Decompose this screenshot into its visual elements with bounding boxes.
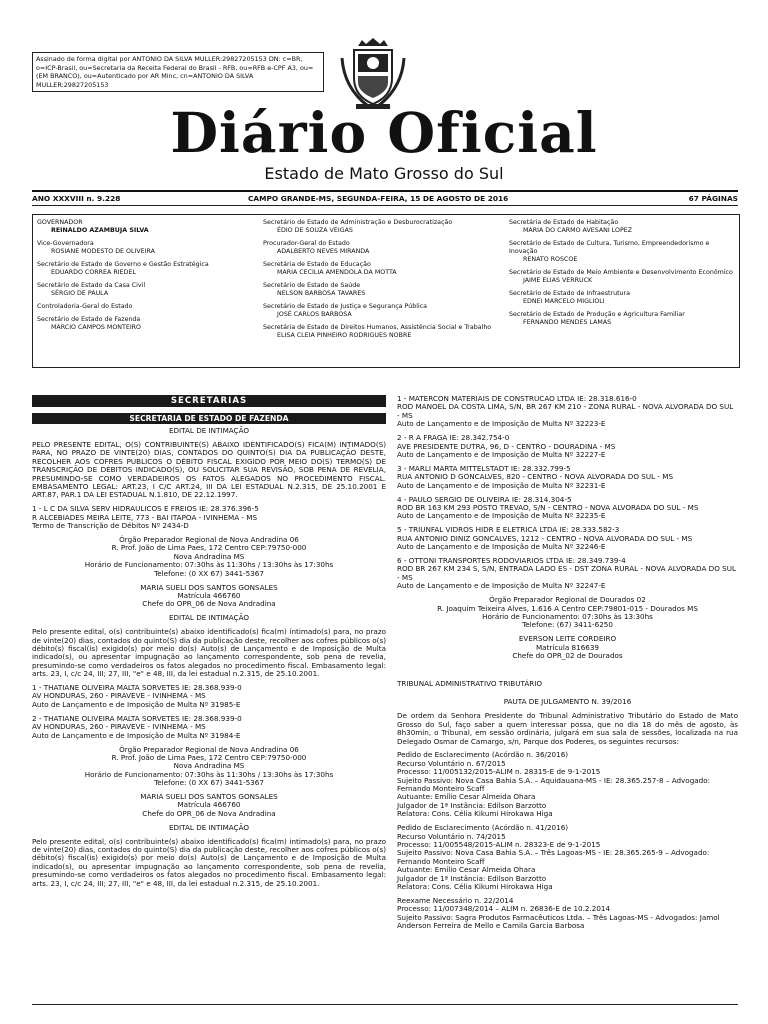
official-name: NELSON BARBOSA TAVARES: [277, 290, 366, 298]
directory-entry: [37, 261, 257, 277]
subsection-header: SECRETARIA DE ESTADO DE FAZENDA: [32, 413, 386, 424]
government-directory: [32, 214, 740, 368]
entry-line: 6 - OTTONI TRANSPORTES RODOVIARIOS LTDA IE: 28.349.739-4: [397, 556, 626, 565]
case-line: Reexame Necessário n. 22/2014: [397, 895, 514, 905]
case-line: Recurso Voluntário n. 67/2015: [397, 758, 506, 768]
entry-line: 2 - THATIANE OLIVEIRA MALTA SORVETES IE: 28.368.939-0: [32, 713, 242, 723]
case-line: Recurso Voluntário n. 74/2015: [397, 831, 506, 841]
official-role: Secretária de Estado de Direitos Humanos, Assistência Social e Trabalho: [263, 324, 492, 331]
case-line: Relatora: Cons. Célia Kikumi Hirokawa Higa: [397, 809, 553, 819]
official-name: JAIME ELIAS VERRUCK: [523, 277, 593, 285]
office-line: R. Prof. João de Lima Paes, 172 Centro CEP:79750-000: [111, 543, 307, 553]
office-line: R. Joaquim Teixeira Alves, 1.616 A Centro CEP:79801-015 - Dourados MS: [437, 603, 698, 613]
directory-entry: [263, 282, 503, 298]
office-block: [32, 746, 386, 788]
office-line: Órgão Preparador Regional de Nova Andradina 06: [119, 744, 299, 754]
notice-entry: [32, 505, 386, 530]
case-line: Processo: 11/007348/2014 – ALIM n. 26836-E de 10.2.2014: [397, 904, 611, 914]
case-line: Sujeito Passivo: Nova Casa Bahia S.A. – Três Lagoas-MS - IE: 28.365.265-9 – Advogado: Fernando Monteiro Scaff: [397, 848, 710, 866]
entry-line: ROD BR 267 KM 234 S, S/N, ENTRADA LADO ES - DST ZONA RURAL - NOVA ALVORADA DO SUL - MS: [397, 564, 736, 582]
entry-line: 3 - MARLI MARTA MITTELSTADT IE: 28.332.799-5: [397, 463, 571, 473]
case-entry: [397, 897, 738, 931]
issue-number: ANO XXXVIII n. 9.228: [32, 194, 121, 203]
case-line: Relatora: Cons. Célia Kikumi Hirokawa Higa: [397, 882, 553, 891]
entry-line: Auto de Lançamento e de Imposição de Multa Nº 32223-E: [397, 419, 606, 429]
notice-entry: [397, 557, 738, 591]
notice-entry: [32, 684, 386, 709]
entry-line: AV HONDURAS, 260 - PIRAVEVE - IVINHEMA - MS: [32, 722, 206, 732]
edital-title: EDITAL DE INTIMAÇÃO: [168, 613, 250, 623]
directory-entry: [37, 282, 257, 298]
directory-column-3: [509, 219, 735, 332]
entry-line: Auto de Lançamento e de Imposição de Multa Nº 32247-E: [397, 581, 606, 591]
entry-line: 2 - R A FRAGA IE: 28.342.754-0: [397, 433, 510, 443]
case-entry: [397, 824, 738, 891]
case-line: Julgador de 1ª Instância: Edilson Barzotto: [397, 873, 547, 883]
office-line: Nova Andradina MS: [173, 551, 245, 561]
office-line: Nova Andradina MS: [173, 761, 245, 771]
office-line: Telefone: (0 XX 67) 3441-5367: [154, 568, 264, 578]
signer-registration: Matrícula 816639: [535, 642, 599, 652]
case-line: Autuante: Emílio Cesar Almeida Ohara: [397, 792, 536, 802]
directory-entry: [37, 316, 257, 332]
edital-title: EDITAL DE INTIMAÇÃO: [168, 822, 250, 832]
official-name: ADALBERTO NEVES MIRANDA: [277, 248, 370, 256]
entry-line: Auto de Lançamento e de Imposição de Multa Nº 31984-E: [32, 730, 241, 740]
signer-registration: Matrícula 466760: [177, 800, 241, 810]
signer-registration: Matrícula 466760: [177, 590, 241, 600]
official-name: ELISA CLEIA PINHEIRO RODRIGUES NOBRE: [277, 332, 412, 340]
official-name: ROSIANE MODESTO DE OLIVEIRA: [51, 248, 155, 256]
divider: [32, 205, 738, 206]
divider: [32, 190, 738, 192]
directory-entry: [509, 290, 735, 306]
notice-entry: [397, 434, 738, 459]
official-name: MARIA CECILIA AMENDOLA DA MOTTA: [277, 269, 397, 277]
directory-entry: [37, 303, 257, 311]
left-column: [32, 395, 386, 894]
notice-entry: [397, 526, 738, 551]
case-line: Processo: 11/005548/2015-ALIM n. 28323-E de 9-1-2015: [397, 839, 601, 849]
official-name: REINALDO AZAMBUJA SILVA: [51, 227, 149, 235]
office-line: Órgão Preparador Regional de Nova Andradina 06: [119, 534, 299, 544]
official-role: Vice-Governadora: [37, 240, 94, 247]
official-role: Secretária de Estado de Habitação: [509, 219, 619, 226]
notice-entry: [32, 715, 386, 740]
official-role: Secretário de Estado de Produção e Agricultura Familiar: [509, 311, 685, 319]
entry-line: 1 - THATIANE OLIVEIRA MALTA SORVETES IE: 28.368.939-0: [32, 683, 242, 693]
office-line: R. Prof. João de Lima Paes, 172 Centro CEP:79750-000: [111, 752, 307, 762]
digital-signature-box: Assinado de forma digital por ANTONIO DA SILVA MULLER:29827205153 DN: c=BR, o=ICP-Brasil, ou=Secretaria da Receita Federal do Brasil - RFB, ou=RFB e-CPF A3, ou=(EM BRANCO), ou=Autenticado por AR Minc, cn=ANTONIO DA SILVA MULLER:29827205153: [32, 52, 324, 92]
official-role: Secretário de Estado de Fazenda: [37, 315, 141, 323]
entry-line: Auto de Lançamento e de Imposição de Multa Nº 31985-E: [32, 699, 241, 709]
tribunal-heading: TRIBUNAL ADMINISTRATIVO TRIBUTÁRIO: [397, 678, 543, 688]
case-line: Sujeito Passivo: Sagra Produtos Farmacêuticos Ltda. – Três Lagoas-MS - Advogados: Jamol Anderson Ferreira de Mello e Camila Garcia Barbosa: [397, 912, 720, 931]
official-role: Secretário de Estado de Governo e Gestão Estratégica: [37, 261, 209, 268]
entry-line: 5 - TRIUNFAL VIDROS HIDR E ELETRICA LTDA IE: 28.333.582-3: [397, 525, 620, 535]
case-line: Sujeito Passivo: Nova Casa Bahia S.A. – Aquidauana-MS - IE: 28.365.257-8 – Advogado: Fernando Monteiro Scaff: [397, 775, 711, 794]
directory-column-2: [263, 219, 503, 345]
notice-entry: [397, 465, 738, 490]
notice-entry: [397, 395, 738, 429]
page-count: 67 PÁGINAS: [688, 194, 738, 203]
entry-line: Auto de Lançamento e de Imposição de Multa Nº 32246-E: [397, 542, 606, 552]
directory-entry: [263, 219, 503, 235]
entry-line: 4 - PAULO SERGIO DE OLIVEIRA IE: 28.314.304-5: [397, 494, 572, 504]
case-entry: [397, 751, 738, 818]
pauta-title: PAUTA DE JULGAMENTO N. 39/2016: [503, 697, 632, 707]
directory-entry: [509, 311, 735, 327]
place-date: CAMPO GRANDE-MS, SEGUNDA-FEIRA, 15 DE AGOSTO DE 2016: [248, 194, 509, 203]
directory-entry: [509, 219, 735, 235]
office-line: Órgão Preparador Regional de Dourados 02: [489, 595, 646, 605]
directory-column-1: [37, 219, 257, 337]
entry-line: Termo de Transcrição de Débitos Nº 2434-D: [32, 521, 189, 531]
office-line: Horário de Funcionamento: 07:30hs às 11:30hs / 13:30hs às 17:30hs: [84, 560, 334, 570]
masthead-subtitle: Estado de Mato Grosso do Sul: [264, 164, 504, 183]
signer-role: Chefe do OPR_02 de Dourados: [512, 651, 623, 661]
official-name: MARIA DO CARMO AVESANI LOPEZ: [523, 227, 633, 235]
official-name: MARCIO CAMPOS MONTEIRO: [51, 324, 142, 331]
official-name: RENATO ROSCOE: [523, 256, 578, 264]
signer-name: MARIA SUELI DOS SANTOS GONSALES: [140, 582, 278, 592]
entry-line: Auto de Lançamento e de Imposição de Multa Nº 32227-E: [397, 449, 606, 459]
notice-entry: [397, 496, 738, 521]
pauta-body: De ordem da Senhora Presidente do Tribunal Administrativo Tributário do Estado de Mato Grosso do Sul, faço saber a quem interessar possa, que no dia 18 do mês de agosto, às 8h30min, o Tribunal, em sessão ordinária, julgará em sua sala de sessões, localizada na rua Delegado Osmar de Camargo, s/n, Parque dos Poderes, os seguintes recursos:: [397, 711, 738, 746]
entry-line: R ALCEBIADES MEIRA LEITE, 773 - BAI ITAPOA - IVINHEMA - MS: [32, 512, 258, 522]
office-line: Telefone: (67) 3411-6250: [522, 620, 613, 630]
official-name: ÉDIO DE SOUZA VEIGAS: [277, 227, 353, 235]
entry-line: 1 - MATERCON MATERIAIS DE CONSTRUCAO LTDA IE: 28.318.616-0: [397, 394, 637, 403]
signer-name: EVERSON LEITE CORDEIRO: [518, 634, 617, 644]
official-name: FERNANDO MENDES LAMAS: [523, 319, 612, 327]
official-role: Secretário de Estado de Infraestrutura: [509, 290, 630, 298]
directory-entry: [263, 303, 503, 319]
entry-line: ROD BR 163 KM 293 POSTO TREVAO, S/N - CENTRO - NOVA ALVORADA DO SUL - MS: [397, 502, 699, 512]
edital-title: EDITAL DE INTIMAÇÃO: [168, 426, 250, 435]
official-name: JOSÉ CARLOS BARBOSA: [277, 311, 352, 319]
right-column: [397, 395, 738, 936]
directory-entry: [263, 324, 503, 340]
case-line: Julgador de 1ª Instância: Edilson Barzotto: [397, 800, 547, 810]
official-role: Secretário de Estado de Meio Ambiente e Desenvolvimento Econômico: [509, 269, 733, 277]
official-role: Controladoria-Geral do Estado: [37, 303, 133, 310]
directory-entry: [37, 219, 257, 235]
office-line: Telefone: (0 XX 67) 3441-5367: [154, 778, 264, 788]
official-role: Secretário de Estado de Justiça e Segurança Pública: [263, 303, 428, 310]
official-role: Secretário de Estado da Casa Civil: [37, 282, 146, 289]
signer-name: MARIA SUELI DOS SANTOS GONSALES: [140, 792, 278, 802]
signer-role: Chefe do OPR_06 de Nova Andradina: [142, 599, 276, 609]
office-line: Horário de Funcionamento: 07:30hs às 13:30hs: [482, 611, 653, 621]
entry-line: RUA ANTONIO DINIZ GONCALVES, 1212 - CENTRO - NOVA ALVORADA DO SUL - MS: [397, 533, 693, 543]
right-entries: [397, 395, 738, 591]
directory-entry: [509, 269, 735, 285]
official-role: Procurador-Geral do Estado: [263, 240, 350, 247]
office-block: [32, 536, 386, 578]
signature-block: [397, 635, 738, 660]
official-name: SÉRGIO DE PAULA: [51, 290, 109, 298]
official-role: GOVERNADOR: [37, 219, 83, 226]
case-line: Pedido de Esclarecimento (Acórdão n. 36/2016): [397, 750, 569, 760]
case-line: Autuante: Emílio Cesar Almeida Ohara: [397, 865, 536, 875]
office-block: [397, 596, 738, 630]
case-line: Pedido de Esclarecimento (Acórdão n. 41/2016): [397, 823, 569, 833]
official-role: Secretário de Estado de Administração e Desburocratização: [263, 219, 453, 226]
official-role: Secretário de Estado de Cultura, Turismo, Empreendedorismo e Inovação: [509, 240, 710, 256]
official-role: Secretário de Estado de Saúde: [263, 282, 361, 289]
signature-block: [32, 584, 386, 609]
masthead-title: Diário Oficial: [170, 100, 598, 165]
entry-line: ROD MANOEL DA COSTA LIMA, S/N, BR 267 KM 210 - ZONA RURAL - NOVA ALVORADA DO SUL - MS: [397, 402, 734, 420]
section-header: SECRETARIAS: [32, 395, 386, 407]
entry-line: Auto de Lançamento e de Imposição de Multa Nº 32231-E: [397, 480, 606, 490]
case-line: Processo: 11/005132/2015-ALIM n. 28315-E de 9-1-2015: [397, 767, 601, 777]
entry-line: AV HONDURAS, 260 - PIRAVEVE - IVINHEMA - MS: [32, 691, 206, 701]
edital-body: PELO PRESENTE EDITAL, O(S) CONTRIBUINTE(S) ABAIXO IDENTIFICADO(S) FICA(M) INTIMADO(S) PARA, NO PRAZO DE VINTE(20) DIAS, CONTADOS DO QUINTO(S) DIA DA PUBLICAÇÃO DESTE, RECOLHER AOS COFRES PUBLICOS O DÉBITO FISCAL EXIGIDO POR MEIO DO(S) TERMO(S) DE TRANSCRIÇÃO DE DÉBITOS INDICADO(S), OU SOLICITAR SUA REVISÃO, SOB PENA DE REVELIA, PRESUMINDO-SE COMO VERDADEIROS OS FATOS ALEGADOS NO PROCEDIMENTO FISCAL. EMBASAMENTO LEGAL: ART.23, I C/C ART.24, III DA LEI ESTADUAL N.2.315, DE 25.10.2001 E ART.87, PAR.1 DA LEI ESTADUAL N.1.810, DE 22.12.1997.: [32, 439, 386, 500]
signature-block: [32, 793, 386, 818]
directory-entry: [263, 261, 503, 277]
directory-entry: [263, 240, 503, 256]
entry-line: AVE PRESIDENTE DUTRA, 96, D - CENTRO - DOURADINA - MS: [397, 441, 616, 451]
edital-body: Pelo presente edital, o(s) contribuinte(s) abaixo identificado(s) fica(m) intimado(s) para, no prazo de vinte(20) dias, contados do quinto(S) dia da publicação deste, recolher aos cofres públicos o(s) débito(s) fiscal(is) exigido(s) por meio do(s) Auto(s) de Lançamento e de Imposição de Multa indicado(s), ou apresentar impugnação ao lançamento correspondente, sob pena de revelia, presumindo-se como verdadeiros os fatos alegados no procedimento fiscal. Embasamento legal: arts. 23, I, c/c 24, III; 27, III, "e" e 48, III, da lei estadual n.2.315, de 25.10.2001.: [32, 627, 386, 679]
signer-role: Chefe do OPR_06 de Nova Andradina: [142, 808, 276, 818]
footer-divider: [32, 1004, 738, 1005]
entry-line: RUA ANTONIO D GONCALVES, 820 - CENTRO - NOVA ALVORADA DO SUL - MS: [397, 472, 674, 482]
entry-line: Auto de Lançamento e de Imposição de Multa Nº 32235-E: [397, 511, 606, 521]
entry-line: 1 - L C DA SILVA SERV HIDRAULICOS E FREIOS IE: 28.376.396-5: [32, 504, 259, 514]
case-list: [397, 751, 738, 930]
official-name: EDUARDO CORREA RIEDEL: [51, 269, 136, 277]
official-role: Secretária de Estado de Educação: [263, 261, 371, 268]
edital-body: Pelo presente edital, o(s) contribuinte(s) abaixo identificado(s) fica(m) intimado(s) para, no prazo de vinte(20) dias, contados do quinto(S) dia da publicação deste, recolher aos cofres públicos o(s) débito(s) fiscal(is) exigido(s) por meio do(s) Auto(s) de Lançamento e de Imposição de Multa indicado(s), ou apresentar impugnação ao lançamento correspondente, sob pena de revelia, presumindo-se como verdadeiros os fatos alegados no procedimento fiscal. Embasamento legal: arts. 23, I, c/c 24, III; 27, III, "e" e 48, III, da lei estadual n.2.315, de 25.10.2001.: [32, 836, 386, 888]
office-line: Horário de Funcionamento: 07:30hs às 11:30hs / 13:30hs às 17:30hs: [84, 769, 334, 779]
official-name: EDNEI MARCELO MIGLIOLI: [523, 298, 605, 306]
directory-entry: [509, 240, 735, 265]
directory-entry: [37, 240, 257, 256]
